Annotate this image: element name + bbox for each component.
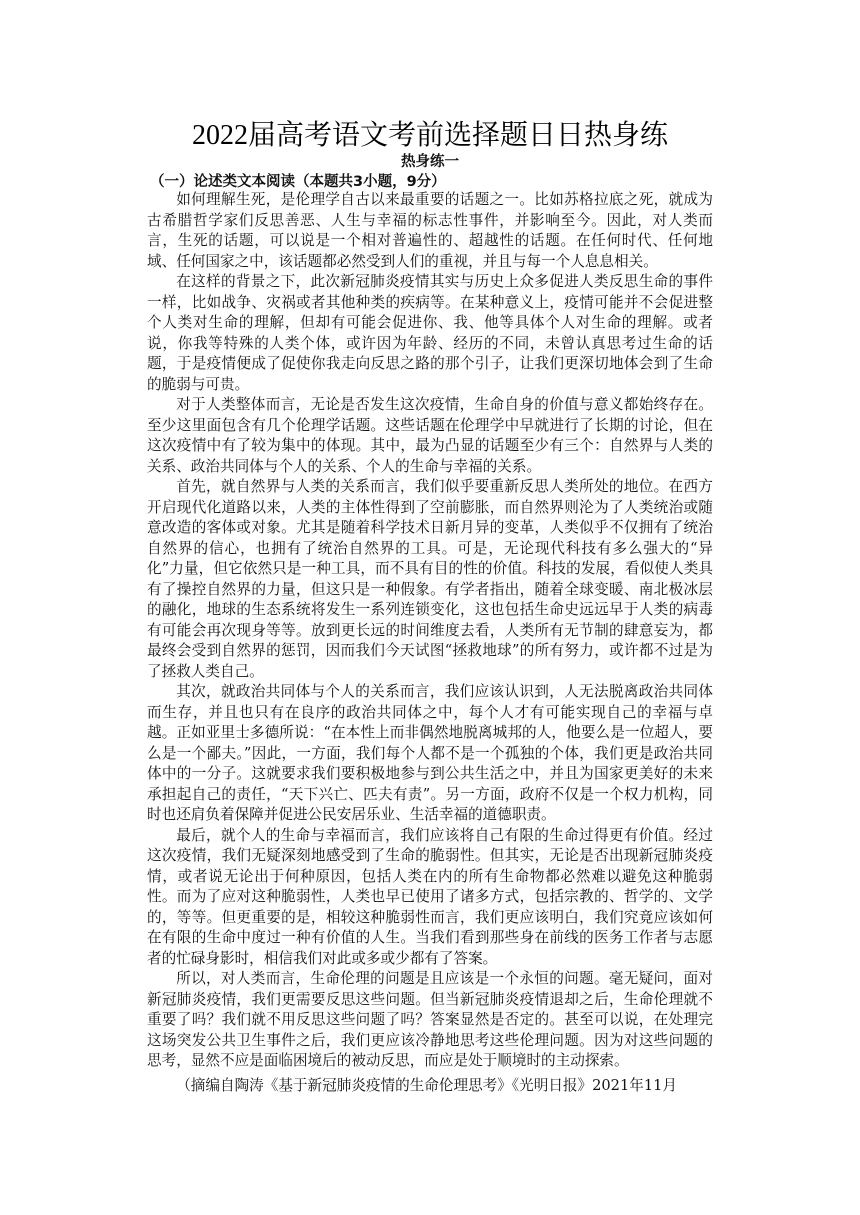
section-heading: （一）论述类文本阅读（本题共3小题，9分） <box>150 174 446 190</box>
source-citation: （摘编自陶涛《基于新冠肺炎疫情的生命伦理思考》《光明日报》2021年11月 <box>176 1076 678 1094</box>
document-subtitle: 热身练一 <box>401 154 459 170</box>
paragraph-5: 其次，就政治共同体与个人的关系而言，我们应该认识到，人无法脱离政治共同体而生存，并且也只有在良序的政治共同体之中，每个人才有可能实现自己的幸福与卓越。正如亚里士多德所说：“在本性上而非偶然地脱离城邦的人，他要么是一位超人，要么是一个鄙夫。”因此，一方面，我们每个人都不是一个孤独的个体，我们更是政治共同体中的一分子。这就要求我们要积极地参与到公共生活之中，并且为国家更美好的未来承担起自己的责任，“天下兴亡、匹夫有责”。另一方面，政府不仅是一个权力机构，同时也还肩负着保障并促进公民安居乐业、生活幸福的道德职责。 <box>147 683 713 823</box>
article-body <box>147 190 713 1096</box>
paragraph-1: 如何理解生死，是伦理学自古以来最重要的话题之一。比如苏格拉底之死，就成为古希腊哲学家们反思善恶、人生与幸福的标志性事件，并影响至今。因此，对人类而言，生死的话题，可以说是一个相对普遍性的、超越性的话题。在任何时代、任何地域、任何国家之中，该话题都必然受到人们的重视，并且与每一个人息息相关。 <box>147 191 713 270</box>
paragraph-2: 在这样的背景之下，此次新冠肺炎疫情其实与历史上众多促进人类反思生命的事件一样，比如战争、灾祸或者其他种类的疾病等。在某种意义上，疫情可能并不会促进整个人类对生命的理解，但却有可能会促进你、我、他等具体个人对生命的理解。或者说，你我等特殊的人类个体，或许因为年龄、经历的不同，未曾认真思考过生命的话题，于是疫情便成了促使你我走向反思之路的那个引子，让我们更深切地体会到了生命的脆弱与可贵。 <box>147 273 713 393</box>
paragraph-3: 对于人类整体而言，无论是否发生这次疫情，生命自身的价值与意义都始终存在。至少这里面包含有几个伦理学话题。这些话题在伦理学中早就进行了长期的讨论，但在这次疫情中有了较为集中的体现。其中，最为凸显的话题至少有三个：自然界与人类的关系、政治共同体与个人的关系、个人的生命与幸福的关系。 <box>147 396 713 475</box>
paragraph-6: 最后，就个人的生命与幸福而言，我们应该将自己有限的生命过得更有价值。经过这次疫情，我们无疑深刻地感受到了生命的脆弱性。但其实，无论是否出现新冠肺炎疫情，或者说无论出于何种原因，包括人类在内的所有生命物都必然难以避免这种脆弱性。而为了应对这种脆弱性，人类也早已使用了诸多方式，包括宗教的、哲学的、文学的，等等。但更重要的是，相较这种脆弱性而言，我们更应该明白，我们究竟应该如何在有限的生命中度过一种有价值的人生。当我们看到那些身在前线的医务工作者与志愿者的忙碌身影时，相信我们对此或多或少都有了答案。 <box>147 826 713 967</box>
paragraph-4: 首先，就自然界与人类的关系而言，我们似乎要重新反思人类所处的地位。在西方开启现代化道路以来，人类的主体性得到了空前膨胀，而自然界则沦为了人类统治或随意改造的客体或对象。尤其是随着科学技术日新月异的变革，人类似乎不仅拥有了统治自然界的信心，也拥有了统治自然界的工具。可是，无论现代科技有多么强大的“异化”力量，但它依然只是一种工具，而不具有目的性的价值。科技的发展，看似使人类具有了操控自然界的力量，但这只是一种假象。有学者指出，随着全球变暖、南北极冰层的融化，地球的生态系统将发生一系列连锁变化，这也包括生命史远远早于人类的病毒有可能会再次现身等等。放到更长远的时间维度去看，人类所有无节制的肆意妄为，都最终会受到自然界的惩罚，因而我们今天试图“拯救地球”的所有努力，或许都不过是为了拯救人类自己。 <box>147 478 713 680</box>
paragraph-7: 所以，对人类而言，生命伦理的问题是且应该是一个永恒的问题。毫无疑问，面对新冠肺炎疫情，我们更需要反思这些问题。但当新冠肺炎疫情退却之后，生命伦理就不重要了吗？我们就不用反思这些问题了吗？答案显然是否定的。甚至可以说，在处理完这场突发公共卫生事件之后，我们更应该冷静地思考这些伦理问题。因为对这些问题的思考，显然不应是面临困境后的被动反思，而应是处于顺境时的主动探索。 <box>147 970 713 1069</box>
document-title: 2022届高考语文考前选择题日日热身练 <box>191 120 668 151</box>
